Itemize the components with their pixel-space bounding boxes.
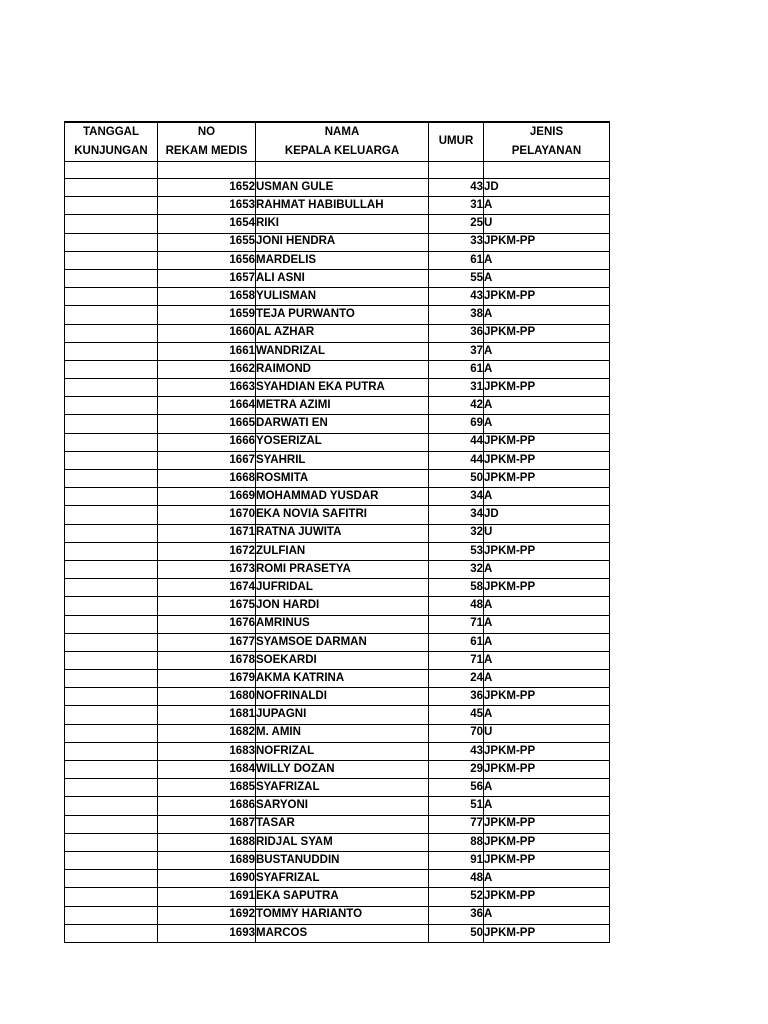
table-header	[65, 122, 610, 162]
table-row	[65, 724, 610, 742]
cell-umur: 91	[429, 851, 484, 869]
cell-tanggal-kunjungan	[65, 488, 158, 506]
cell-no-rekam-medis: 1656	[158, 251, 256, 269]
table-row	[65, 360, 610, 378]
cell-no-rekam-medis: 1674	[158, 579, 256, 597]
cell-umur: 56	[429, 779, 484, 797]
table-row	[65, 851, 610, 869]
cell-no-rekam-medis: 1665	[158, 415, 256, 433]
cell-tanggal-kunjungan	[65, 360, 158, 378]
table-row	[65, 506, 610, 524]
cell-jenis-pelayanan: JPKM-PP	[484, 470, 610, 488]
cell-umur: 61	[429, 251, 484, 269]
table-row	[65, 742, 610, 760]
table-row	[65, 179, 610, 197]
cell-jenis-pelayanan: JPKM-PP	[484, 833, 610, 851]
cell-tanggal-kunjungan	[65, 288, 158, 306]
table-row	[65, 797, 610, 815]
table-row	[65, 288, 610, 306]
cell-jenis-pelayanan: A	[484, 488, 610, 506]
cell-jenis-pelayanan: U	[484, 724, 610, 742]
cell-nama-kepala-keluarga: DARWATI EN	[256, 415, 429, 433]
cell-jenis-pelayanan: JPKM-PP	[484, 761, 610, 779]
table-row	[65, 524, 610, 542]
cell-tanggal-kunjungan	[65, 724, 158, 742]
cell-nama-kepala-keluarga: BUSTANUDDIN	[256, 851, 429, 869]
cell-umur: 71	[429, 615, 484, 633]
cell-nama-kepala-keluarga: SYAFRIZAL	[256, 779, 429, 797]
table-row	[65, 251, 610, 269]
header-no-line1: NO	[197, 126, 216, 138]
cell-jenis-pelayanan: JPKM-PP	[484, 579, 610, 597]
cell-umur: 44	[429, 433, 484, 451]
cell-jenis-pelayanan: JPKM-PP	[484, 288, 610, 306]
cell-no-rekam-medis: 1675	[158, 597, 256, 615]
cell-nama-kepala-keluarga: JON HARDI	[256, 597, 429, 615]
header-umur: UMUR	[429, 122, 484, 162]
cell-jenis-pelayanan: JPKM-PP	[484, 542, 610, 560]
table-row	[65, 833, 610, 851]
cell-tanggal-kunjungan	[65, 215, 158, 233]
cell-nama-kepala-keluarga: RIDJAL SYAM	[256, 833, 429, 851]
cell-umur: 43	[429, 288, 484, 306]
cell-umur: 70	[429, 724, 484, 742]
cell-no-rekam-medis: 1672	[158, 542, 256, 560]
header-jenis-pelayanan	[484, 122, 610, 162]
cell-no-rekam-medis: 1657	[158, 269, 256, 287]
cell-jenis-pelayanan: JD	[484, 179, 610, 197]
cell-jenis-pelayanan: A	[484, 306, 610, 324]
table-row	[65, 269, 610, 287]
cell-tanggal-kunjungan	[65, 797, 158, 815]
cell-no-rekam-medis: 1664	[158, 397, 256, 415]
cell-nama-kepala-keluarga: TASAR	[256, 815, 429, 833]
table-row	[65, 615, 610, 633]
table-row	[65, 633, 610, 651]
cell-nama-kepala-keluarga: USMAN GULE	[256, 179, 429, 197]
cell-no-rekam-medis: 1653	[158, 197, 256, 215]
cell-no-rekam-medis: 1654	[158, 215, 256, 233]
blank-cell	[429, 162, 484, 179]
cell-no-rekam-medis: 1655	[158, 233, 256, 251]
table-row	[65, 761, 610, 779]
table-row	[65, 870, 610, 888]
cell-umur: 36	[429, 688, 484, 706]
cell-jenis-pelayanan: A	[484, 342, 610, 360]
cell-nama-kepala-keluarga: EKA SAPUTRA	[256, 888, 429, 906]
cell-nama-kepala-keluarga: ROMI PRASETYA	[256, 560, 429, 578]
cell-umur: 61	[429, 633, 484, 651]
table-row	[65, 888, 610, 906]
cell-tanggal-kunjungan	[65, 470, 158, 488]
cell-tanggal-kunjungan	[65, 833, 158, 851]
cell-nama-kepala-keluarga: RIKI	[256, 215, 429, 233]
cell-jenis-pelayanan: JPKM-PP	[484, 815, 610, 833]
cell-tanggal-kunjungan	[65, 906, 158, 924]
cell-umur: 88	[429, 833, 484, 851]
cell-no-rekam-medis: 1666	[158, 433, 256, 451]
table-row	[65, 651, 610, 669]
cell-jenis-pelayanan: JPKM-PP	[484, 742, 610, 760]
cell-no-rekam-medis: 1670	[158, 506, 256, 524]
cell-jenis-pelayanan: A	[484, 269, 610, 287]
cell-tanggal-kunjungan	[65, 542, 158, 560]
table-row	[65, 688, 610, 706]
cell-no-rekam-medis: 1684	[158, 761, 256, 779]
blank-cell	[65, 162, 158, 179]
cell-umur: 43	[429, 742, 484, 760]
header-nama-line2: KEPALA KELUARGA	[284, 145, 400, 157]
cell-umur: 25	[429, 215, 484, 233]
cell-umur: 31	[429, 379, 484, 397]
cell-nama-kepala-keluarga: SYAFRIZAL	[256, 870, 429, 888]
cell-jenis-pelayanan: A	[484, 779, 610, 797]
header-tanggal-line1: TANGGAL	[82, 126, 139, 138]
cell-jenis-pelayanan: JPKM-PP	[484, 924, 610, 942]
cell-nama-kepala-keluarga: SARYONI	[256, 797, 429, 815]
cell-tanggal-kunjungan	[65, 870, 158, 888]
cell-no-rekam-medis: 1689	[158, 851, 256, 869]
cell-nama-kepala-keluarga: ZULFIAN	[256, 542, 429, 560]
table-row	[65, 924, 610, 942]
cell-tanggal-kunjungan	[65, 670, 158, 688]
cell-nama-kepala-keluarga: METRA AZIMI	[256, 397, 429, 415]
cell-umur: 32	[429, 560, 484, 578]
cell-nama-kepala-keluarga: AMRINUS	[256, 615, 429, 633]
cell-umur: 55	[429, 269, 484, 287]
cell-umur: 38	[429, 306, 484, 324]
cell-nama-kepala-keluarga: JUPAGNI	[256, 706, 429, 724]
cell-umur: 29	[429, 761, 484, 779]
cell-no-rekam-medis: 1667	[158, 451, 256, 469]
cell-no-rekam-medis: 1691	[158, 888, 256, 906]
table-row	[65, 706, 610, 724]
cell-nama-kepala-keluarga: SOEKARDI	[256, 651, 429, 669]
cell-nama-kepala-keluarga: RATNA JUWITA	[256, 524, 429, 542]
cell-no-rekam-medis: 1673	[158, 560, 256, 578]
cell-nama-kepala-keluarga: JONI HENDRA	[256, 233, 429, 251]
cell-tanggal-kunjungan	[65, 888, 158, 906]
cell-umur: 44	[429, 451, 484, 469]
table-row	[65, 324, 610, 342]
cell-tanggal-kunjungan	[65, 597, 158, 615]
table-row	[65, 342, 610, 360]
header-tanggal-line2: KUNJUNGAN	[74, 145, 148, 157]
cell-nama-kepala-keluarga: AL AZHAR	[256, 324, 429, 342]
cell-jenis-pelayanan: A	[484, 670, 610, 688]
cell-tanggal-kunjungan	[65, 415, 158, 433]
cell-nama-kepala-keluarga: NOFRINALDI	[256, 688, 429, 706]
patient-visit-table	[64, 121, 610, 943]
blank-cell	[256, 162, 429, 179]
table-row	[65, 397, 610, 415]
table-row	[65, 779, 610, 797]
cell-tanggal-kunjungan	[65, 524, 158, 542]
cell-no-rekam-medis: 1662	[158, 360, 256, 378]
cell-no-rekam-medis: 1692	[158, 906, 256, 924]
table-row	[65, 379, 610, 397]
table-row	[65, 451, 610, 469]
cell-no-rekam-medis: 1686	[158, 797, 256, 815]
cell-nama-kepala-keluarga: TEJA PURWANTO	[256, 306, 429, 324]
cell-no-rekam-medis: 1663	[158, 379, 256, 397]
cell-umur: 36	[429, 906, 484, 924]
cell-jenis-pelayanan: A	[484, 870, 610, 888]
cell-tanggal-kunjungan	[65, 179, 158, 197]
cell-tanggal-kunjungan	[65, 197, 158, 215]
cell-jenis-pelayanan: A	[484, 597, 610, 615]
cell-nama-kepala-keluarga: NOFRIZAL	[256, 742, 429, 760]
cell-umur: 58	[429, 579, 484, 597]
header-jenis-line2: PELAYANAN	[511, 145, 582, 157]
cell-umur: 36	[429, 324, 484, 342]
table-row	[65, 906, 610, 924]
blank-cell	[158, 162, 256, 179]
cell-no-rekam-medis: 1690	[158, 870, 256, 888]
cell-umur: 50	[429, 924, 484, 942]
cell-jenis-pelayanan: A	[484, 615, 610, 633]
cell-umur: 71	[429, 651, 484, 669]
cell-umur: 24	[429, 670, 484, 688]
cell-tanggal-kunjungan	[65, 269, 158, 287]
cell-nama-kepala-keluarga: SYAHDIAN EKA PUTRA	[256, 379, 429, 397]
cell-umur: 48	[429, 870, 484, 888]
header-no-line2: REKAM MEDIS	[165, 145, 248, 157]
header-nama-kepala-keluarga	[256, 122, 429, 162]
cell-umur: 31	[429, 197, 484, 215]
cell-nama-kepala-keluarga: ROSMITA	[256, 470, 429, 488]
cell-tanggal-kunjungan	[65, 779, 158, 797]
cell-nama-kepala-keluarga: YOSERIZAL	[256, 433, 429, 451]
cell-no-rekam-medis: 1693	[158, 924, 256, 942]
table-row	[65, 560, 610, 578]
table-row	[65, 197, 610, 215]
cell-jenis-pelayanan: A	[484, 360, 610, 378]
cell-jenis-pelayanan: JPKM-PP	[484, 379, 610, 397]
blank-row	[65, 162, 610, 179]
cell-no-rekam-medis: 1660	[158, 324, 256, 342]
cell-jenis-pelayanan: A	[484, 651, 610, 669]
cell-umur: 34	[429, 506, 484, 524]
cell-tanggal-kunjungan	[65, 506, 158, 524]
cell-jenis-pelayanan: JD	[484, 506, 610, 524]
cell-no-rekam-medis: 1682	[158, 724, 256, 742]
cell-nama-kepala-keluarga: RAHMAT HABIBULLAH	[256, 197, 429, 215]
cell-nama-kepala-keluarga: SYAHRIL	[256, 451, 429, 469]
cell-no-rekam-medis: 1671	[158, 524, 256, 542]
table-row	[65, 415, 610, 433]
cell-tanggal-kunjungan	[65, 251, 158, 269]
cell-tanggal-kunjungan	[65, 615, 158, 633]
cell-umur: 32	[429, 524, 484, 542]
cell-tanggal-kunjungan	[65, 815, 158, 833]
blank-cell	[484, 162, 610, 179]
table-row	[65, 597, 610, 615]
cell-umur: 53	[429, 542, 484, 560]
cell-no-rekam-medis: 1679	[158, 670, 256, 688]
table-row	[65, 579, 610, 597]
cell-no-rekam-medis: 1658	[158, 288, 256, 306]
cell-umur: 48	[429, 597, 484, 615]
cell-tanggal-kunjungan	[65, 433, 158, 451]
cell-umur: 42	[429, 397, 484, 415]
cell-tanggal-kunjungan	[65, 761, 158, 779]
cell-umur: 37	[429, 342, 484, 360]
cell-no-rekam-medis: 1687	[158, 815, 256, 833]
cell-no-rekam-medis: 1661	[158, 342, 256, 360]
header-nama-line1: NAMA	[324, 126, 360, 138]
cell-no-rekam-medis: 1685	[158, 779, 256, 797]
cell-umur: 33	[429, 233, 484, 251]
cell-jenis-pelayanan: A	[484, 197, 610, 215]
cell-no-rekam-medis: 1681	[158, 706, 256, 724]
header-row	[65, 122, 610, 162]
table-row	[65, 433, 610, 451]
cell-umur: 61	[429, 360, 484, 378]
cell-jenis-pelayanan: A	[484, 251, 610, 269]
table-row	[65, 542, 610, 560]
cell-no-rekam-medis: 1676	[158, 615, 256, 633]
cell-umur: 43	[429, 179, 484, 197]
cell-nama-kepala-keluarga: M. AMIN	[256, 724, 429, 742]
cell-tanggal-kunjungan	[65, 851, 158, 869]
cell-no-rekam-medis: 1669	[158, 488, 256, 506]
cell-jenis-pelayanan: A	[484, 560, 610, 578]
cell-jenis-pelayanan: U	[484, 215, 610, 233]
cell-tanggal-kunjungan	[65, 706, 158, 724]
table-row	[65, 470, 610, 488]
header-no-rekam-medis	[158, 122, 256, 162]
cell-tanggal-kunjungan	[65, 397, 158, 415]
table-row	[65, 306, 610, 324]
cell-tanggal-kunjungan	[65, 306, 158, 324]
table-row	[65, 815, 610, 833]
cell-jenis-pelayanan: A	[484, 633, 610, 651]
cell-no-rekam-medis: 1688	[158, 833, 256, 851]
table-row	[65, 233, 610, 251]
table-row	[65, 488, 610, 506]
cell-jenis-pelayanan: A	[484, 397, 610, 415]
cell-nama-kepala-keluarga: MARCOS	[256, 924, 429, 942]
cell-nama-kepala-keluarga: MARDELIS	[256, 251, 429, 269]
cell-tanggal-kunjungan	[65, 688, 158, 706]
cell-tanggal-kunjungan	[65, 324, 158, 342]
cell-nama-kepala-keluarga: YULISMAN	[256, 288, 429, 306]
cell-no-rekam-medis: 1677	[158, 633, 256, 651]
cell-umur: 51	[429, 797, 484, 815]
cell-no-rekam-medis: 1678	[158, 651, 256, 669]
cell-jenis-pelayanan: A	[484, 906, 610, 924]
header-tanggal-kunjungan	[65, 122, 158, 162]
cell-nama-kepala-keluarga: WILLY DOZAN	[256, 761, 429, 779]
cell-tanggal-kunjungan	[65, 233, 158, 251]
cell-umur: 50	[429, 470, 484, 488]
cell-nama-kepala-keluarga: JUFRIDAL	[256, 579, 429, 597]
cell-tanggal-kunjungan	[65, 651, 158, 669]
cell-jenis-pelayanan: JPKM-PP	[484, 433, 610, 451]
table-body	[65, 162, 610, 943]
cell-jenis-pelayanan: JPKM-PP	[484, 688, 610, 706]
cell-tanggal-kunjungan	[65, 451, 158, 469]
cell-nama-kepala-keluarga: MOHAMMAD YUSDAR	[256, 488, 429, 506]
cell-no-rekam-medis: 1668	[158, 470, 256, 488]
cell-nama-kepala-keluarga: RAIMOND	[256, 360, 429, 378]
cell-no-rekam-medis: 1683	[158, 742, 256, 760]
cell-umur: 77	[429, 815, 484, 833]
cell-nama-kepala-keluarga: SYAMSOE DARMAN	[256, 633, 429, 651]
cell-nama-kepala-keluarga: ALI ASNI	[256, 269, 429, 287]
cell-umur: 69	[429, 415, 484, 433]
cell-jenis-pelayanan: JPKM-PP	[484, 851, 610, 869]
cell-no-rekam-medis: 1659	[158, 306, 256, 324]
cell-tanggal-kunjungan	[65, 342, 158, 360]
cell-nama-kepala-keluarga: TOMMY HARIANTO	[256, 906, 429, 924]
cell-jenis-pelayanan: A	[484, 415, 610, 433]
cell-jenis-pelayanan: JPKM-PP	[484, 233, 610, 251]
cell-nama-kepala-keluarga: AKMA KATRINA	[256, 670, 429, 688]
cell-nama-kepala-keluarga: EKA NOVIA SAFITRI	[256, 506, 429, 524]
cell-jenis-pelayanan: JPKM-PP	[484, 888, 610, 906]
cell-jenis-pelayanan: A	[484, 797, 610, 815]
cell-umur: 45	[429, 706, 484, 724]
cell-jenis-pelayanan: A	[484, 706, 610, 724]
cell-jenis-pelayanan: U	[484, 524, 610, 542]
cell-tanggal-kunjungan	[65, 379, 158, 397]
cell-jenis-pelayanan: JPKM-PP	[484, 451, 610, 469]
cell-umur: 52	[429, 888, 484, 906]
cell-tanggal-kunjungan	[65, 924, 158, 942]
cell-jenis-pelayanan: JPKM-PP	[484, 324, 610, 342]
cell-no-rekam-medis: 1652	[158, 179, 256, 197]
cell-no-rekam-medis: 1680	[158, 688, 256, 706]
header-jenis-line1: JENIS	[529, 126, 564, 138]
table-row	[65, 215, 610, 233]
cell-tanggal-kunjungan	[65, 579, 158, 597]
cell-tanggal-kunjungan	[65, 742, 158, 760]
cell-umur: 34	[429, 488, 484, 506]
cell-nama-kepala-keluarga: WANDRIZAL	[256, 342, 429, 360]
cell-tanggal-kunjungan	[65, 560, 158, 578]
table-row	[65, 670, 610, 688]
cell-tanggal-kunjungan	[65, 633, 158, 651]
